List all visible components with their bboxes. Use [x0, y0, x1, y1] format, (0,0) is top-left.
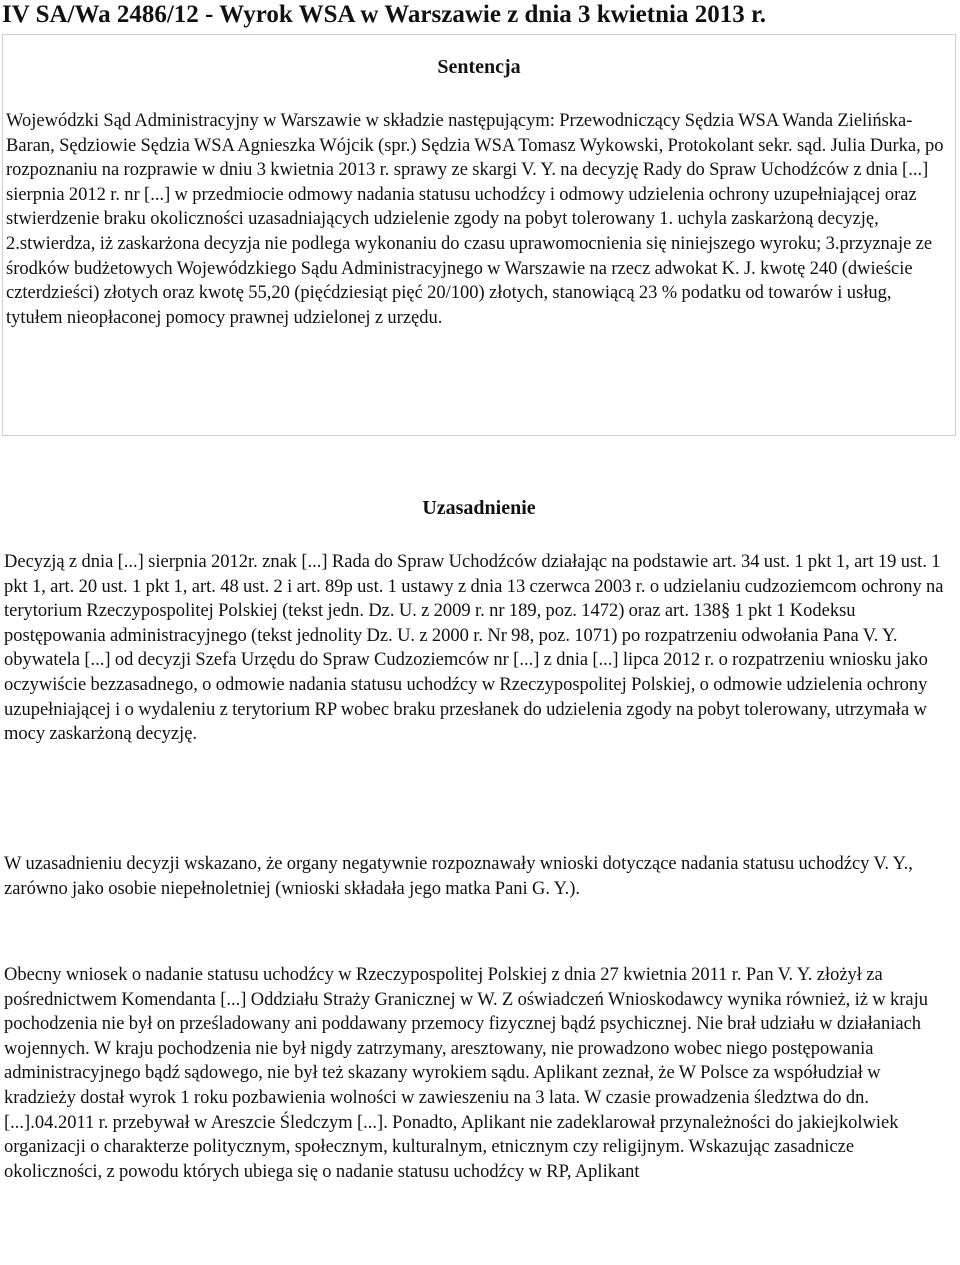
uzasadnienie-heading: Uzasadnienie [422, 497, 536, 519]
document-title: IV SA/Wa 2486/12 - Wyrok WSA w Warszawie z dnia 3 kwietnia 2013 r. [2, 1, 766, 28]
sentencja-section [2, 34, 956, 436]
sentencja-heading: Sentencja [437, 56, 521, 78]
uzasadnienie-paragraph-3: Obecny wniosek o nadanie statusu uchodźcy w Rzeczypospolitej Polskiej z dnia 27 kwietnia 2011 r. Pan V. Y. złożył za pośrednictwem Komendanta [...] Oddziału Straży Granicznej w W. Z oświadczeń Wnioskodawcy wynika również, iż w kraju pochodzenia nie był on prześladowany ani poddawany przemocy fizycznej bądź psychicznej. Nie brał udziału w działaniach wojennych. W kraju pochodzenia nie był nigdy zatrzymany, aresztowany, nie prowadzono wobec niego postępowania administracyjnego bądź sądowego, nie był też skazany wyrokiem sądu. Aplikant zeznał, że W Polsce za współudział w kradzieży dostał wyrok 1 roku pozbawienia wolności w zawieszeniu na 3 lata. W czasie prowadzenia śledztwa do dn. [...].04.2011 r. przebywał w Areszcie Śledczym [...]. Ponadto, Aplikant nie zadeklarował przynależności do jakiejkolwiek organizacji o charakterze politycznym, społecznym, kulturalnym, etnicznym czy religijnym. Wskazując zasadnicze okoliczności, z powodu których ubiega się o nadanie statusu uchodźcy w RP, Aplikant [4, 965, 928, 1182]
uzasadnienie-paragraph-2: W uzasadnieniu decyzji wskazano, że organy negatywnie rozpoznawały wnioski dotyczące nadania statusu uchodźcy V. Y., zarówno jako osobie niepełnoletniej (wnioski składała jego matka Pani G. Y.). [4, 854, 913, 899]
uzasadnienie-paragraph-1: Decyzją z dnia [...] sierpnia 2012r. znak [...] Rada do Spraw Uchodźców działając na podstawie art. 34 ust. 1 pkt 1, art 19 ust. 1 pkt 1, art. 20 ust. 1 pkt 1, art. 48 ust. 2 i art. 89p ust. 1 ustawy z dnia 13 czerwca 2003 r. o udzielaniu cudzoziemcom ochrony na terytorium Rzeczypospolitej Polskiej (tekst jedn. Dz. U. z 2009 r. nr 189, poz. 1472) oraz art. 138§ 1 pkt 1 Kodeksu postępowania administracyjnego (tekst jednolity Dz. U. z 2000 r. Nr 98, poz. 1071) po rozpatrzeniu odwołania Pana V. Y. obywatela [...] od decyzji Szefa Urzędu do Spraw Cudzoziemców nr [...] z dnia [...] lipca 2012 r. o rozpatrzeniu wniosku jako oczywiście bezzasadnego, o odmowie nadania statusu uchodźcy w Rzeczypospolitej Polskiej, o odmowie udzielenia ochrony uzupełniającej i o wydaleniu z terytorium RP wobec braku przesłanek do udzielenia zgody na pobyt tolerowany, utrzymała w mocy zaskarżoną decyzję. [4, 552, 944, 745]
sentencja-text: Wojewódzki Sąd Administracyjny w Warszawie w składzie następującym: Przewodniczący Sędzia WSA Wanda Zielińska-Baran, Sędziowie Sędzia WSA Agnieszka Wójcik (spr.) Sędzia WSA Tomasz Wykowski, Protokolant sekr. sąd. Julia Durka, po rozpoznaniu na rozprawie w dniu 3 kwietnia 2013 r. sprawy ze skargi V. Y. na decyzję Rady do Spraw Uchodźców z dnia [...] sierpnia 2012 r. nr [...] w przedmiocie odmowy nadania statusu uchodźcy i odmowy udzielenia ochrony uzupełniającej oraz stwierdzenie braku okoliczności uzasadniających udzielenie zgody na pobyt tolerowany 1. uchyla zaskarżoną decyzję, 2.stwierdza, iż zaskarżona decyzja nie podlega wykonaniu do czasu uprawomocnienia się niniejszego wyroku; 3.przyznaje ze środków budżetowych Wojewódzkiego Sądu Administracyjnego w Warszawie na rzecz adwokat K. J. kwotę 240 (dwieście czterdzieści) złotych oraz kwotę 55,20 (pięćdziesiąt pięć 20/100) złotych, stanowiącą 23 % podatku od towarów i usług, tytułem nieopłaconej pomocy prawnej udzielonej z urzędu. [6, 111, 944, 328]
